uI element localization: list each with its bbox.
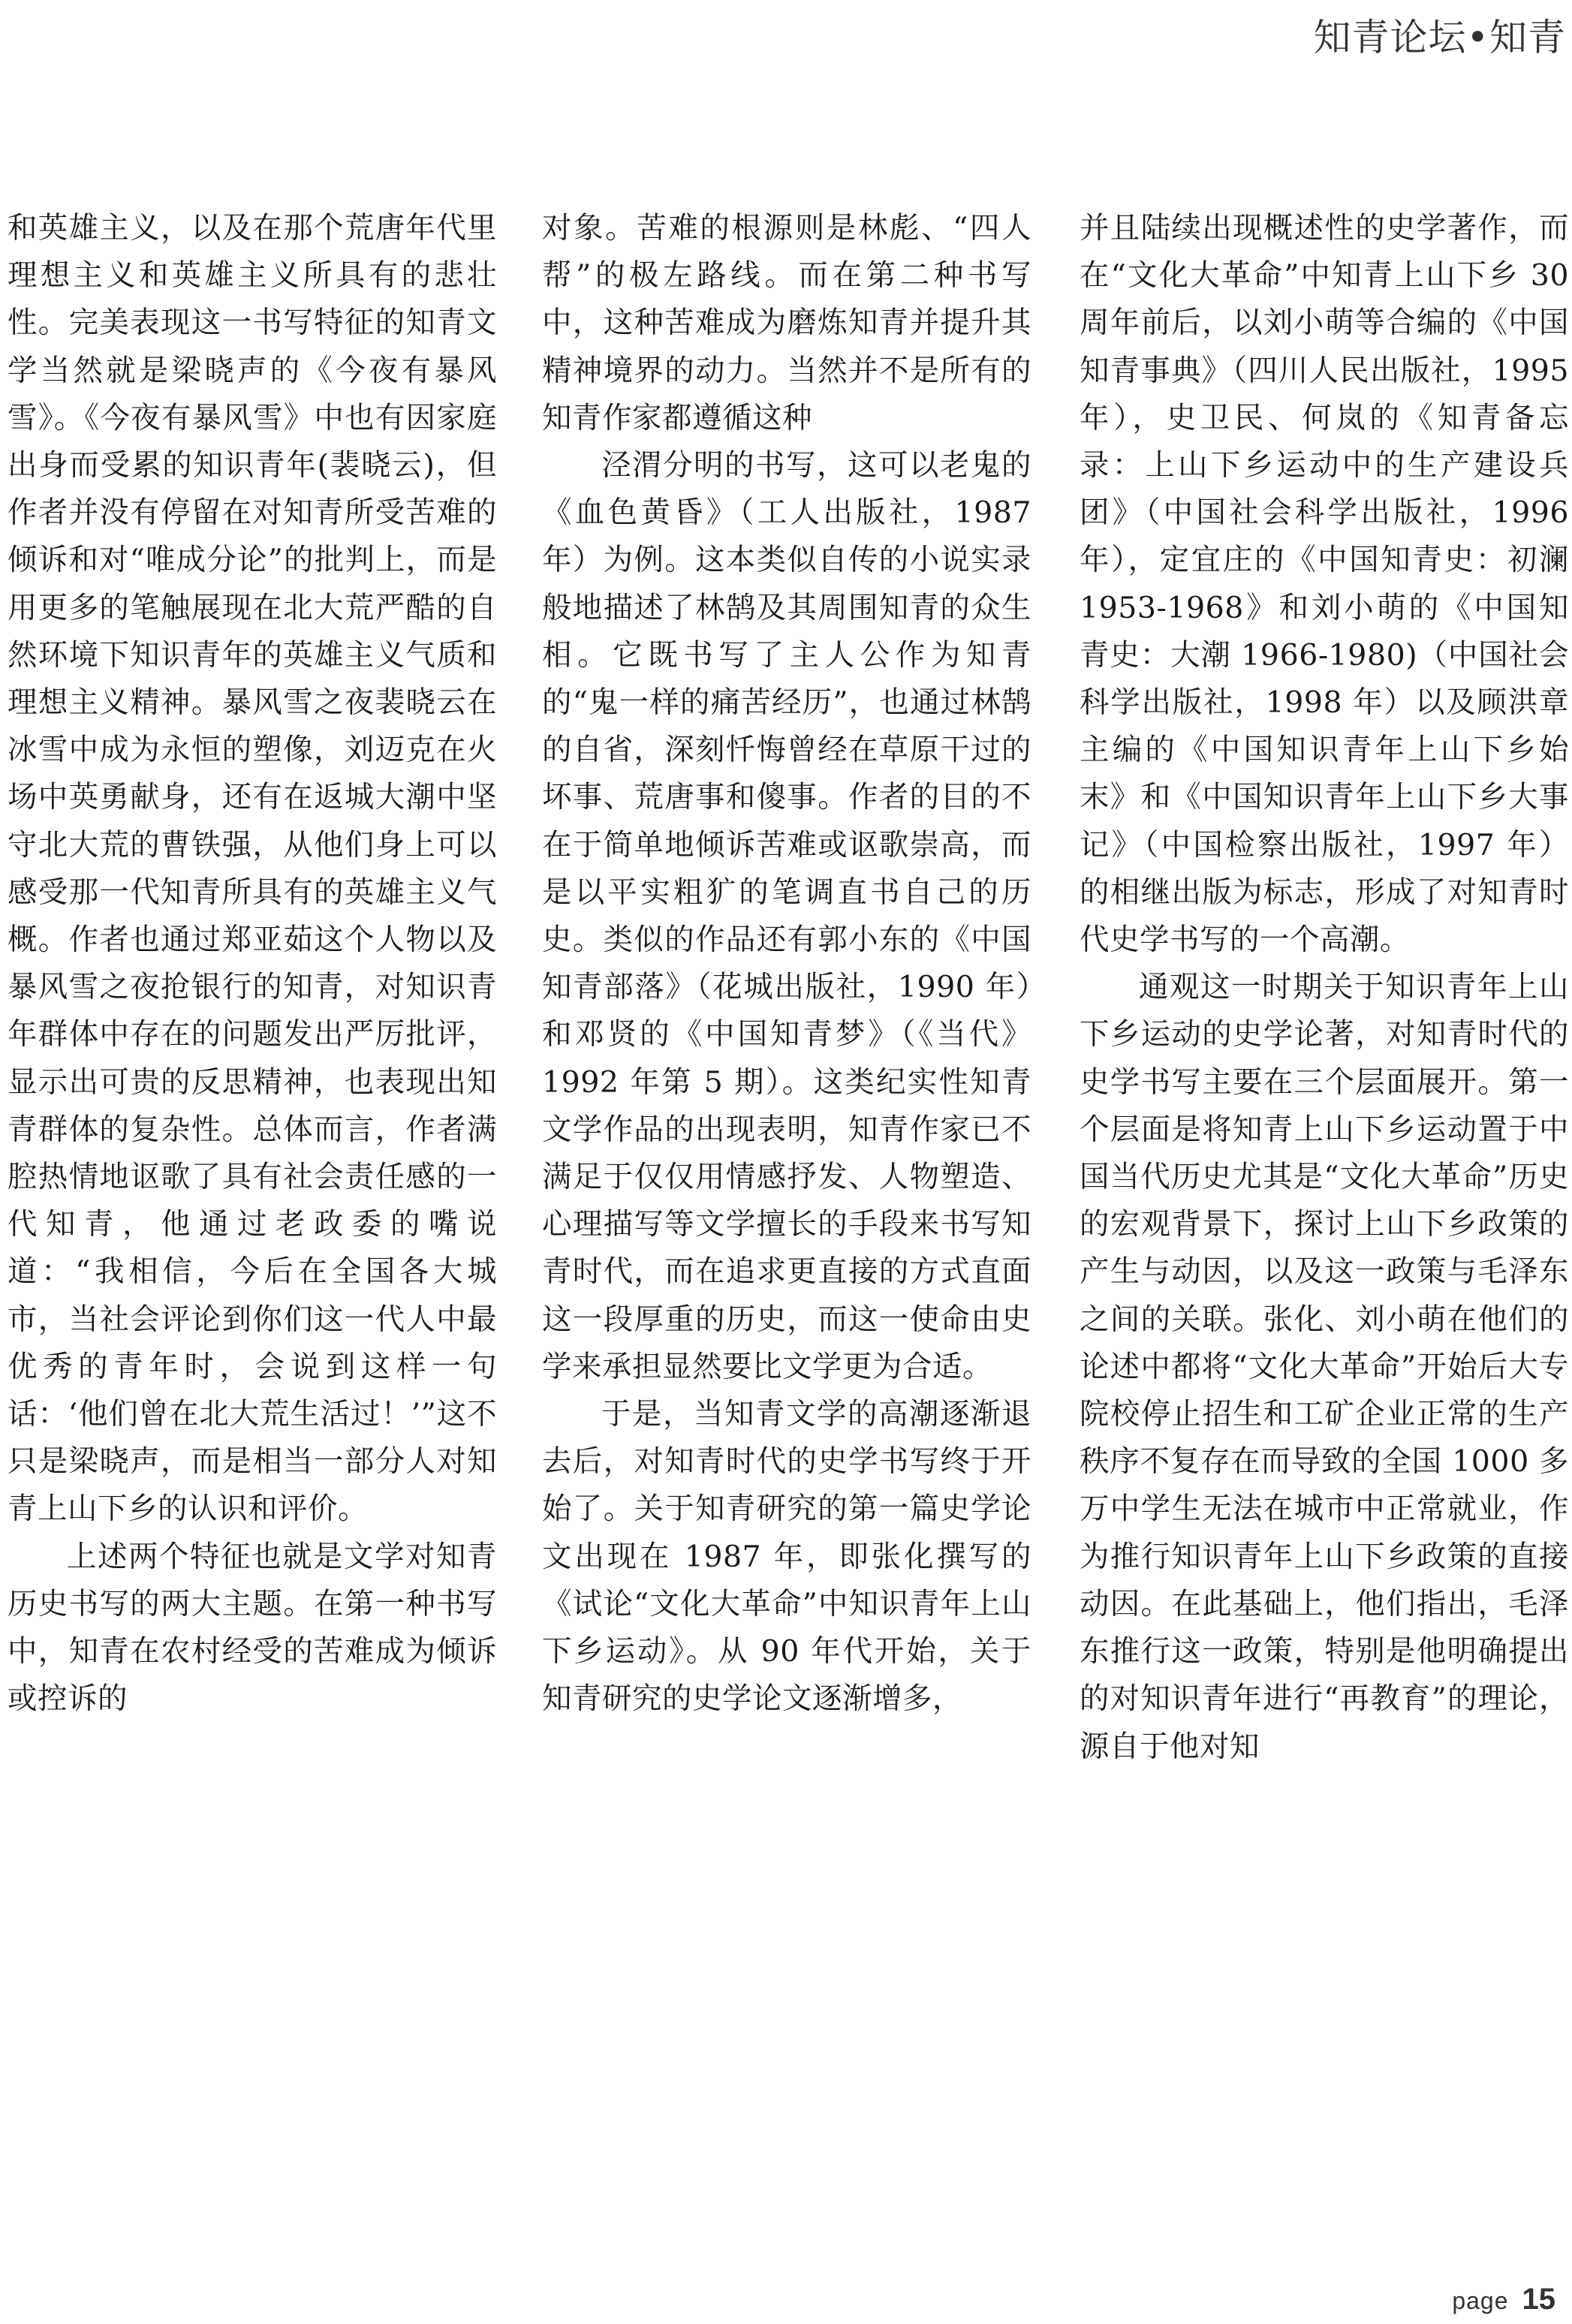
- article-body: [0, 205, 1572, 2277]
- paragraph: 上述两个特征也就是文学对知青历史书写的两大主题。在第一种书写中，知青在农村经受的苦难成为倾诉或控诉的: [8, 1539, 497, 1717]
- paragraph: 通观这一时期关于知识青年上山下乡运动的史学论著，对知青时代的史学书写主要在三个层面展开。第一个层面是将知青上山下乡运动置于中国当代历史尤其是“文化大革命”历史的宏观背景下，探讨上山下乡政策的产生与动因，以及这一政策与毛泽东之间的关联。张化、刘小萌在他们的论述中都将“文化大革命”开始后大专院校停止招生和工矿企业正常的生产秩序不复存在而导致的全国 1000 多万中学生无法在城市中正常就业，作为推行知识青年上山下乡政策的直接动因。在此基础上，他们指出，毛泽东推行这一政策，特别是他明确提出的对知识青年进行“再教育”的理论，源自于他对知: [1080, 970, 1569, 1764]
- text-column-1: [8, 205, 497, 2277]
- page-number: 15: [1522, 2283, 1555, 2316]
- page-footer: [1452, 2283, 1555, 2316]
- page-label: page: [1452, 2287, 1509, 2314]
- text-column-3: [1080, 205, 1569, 2277]
- running-header: 知青论坛•知青: [1313, 16, 1566, 59]
- paragraph: 和英雄主义，以及在那个荒唐年代里理想主义和英雄主义所具有的悲壮性。完美表现这一书写特征的知青文学当然就是梁晓声的《今夜有暴风雪》。《今夜有暴风雪》中也有因家庭出身而受累的知识青年(裴晓云)，但作者并没有停留在对知青所受苦难的倾诉和对“唯成分论”的批判上，而是用更多的笔触展现在北大荒严酷的自然环境下知识青年的英雄主义气质和理想主义精神。暴风雪之夜裴晓云在冰雪中成为永恒的塑像，刘迈克在火场中英勇献身，还有在返城大潮中坚守北大荒的曹铁强，从他们身上可以感受那一代知青所具有的英雄主义气概。作者也通过郑亚茹这个人物以及暴风雪之夜抢银行的知青，对知识青年群体中存在的问题发出严厉批评，显示出可贵的反思精神，也表现出知青群体的复杂性。总体而言，作者满腔热情地讴歌了具有社会责任感的一代知青，他通过老政委的嘴说道：“我相信，今后在全国各大城市，当社会评论到你们这一代人中最优秀的青年时，会说到这样一句话：‘他们曾在北大荒生活过！’”这不只是梁晓声，而是相当一部分人对知青上山下乡的认识和评价。: [8, 211, 497, 1527]
- paragraph: 于是，当知青文学的高潮逐渐退去后，对知青时代的史学书写终于开始了。关于知青研究的第一篇史学论文出现在 1987 年，即张化撰写的《试论“文化大革命”中知识青年上山下乡运动》。从 90 年代开始，关于知青研究的史学论文逐渐增多，: [542, 1397, 1031, 1717]
- paragraph: 并且陆续出现概述性的史学著作，而在“文化大革命”中知青上山下乡 30 周年前后，以刘小萌等合编的《中国知青事典》（四川人民出版社，1995 年），史卫民、何岚的《知青备忘录：上山下乡运动中的生产建设兵团》（中国社会科学出版社，1996 年），定宜庄的《中国知青史：初澜 1953-1968》和刘小萌的《中国知青史：大潮 1966-1980)（中国社会科学出版社，1998 年）以及顾洪章主编的《中国知识青年上山下乡始末》和《中国知识青年上山下乡大事记》（中国检察出版社，1997 年）的相继出版为标志，形成了对知青时代史学书写的一个高潮。: [1080, 211, 1569, 958]
- text-column-2: [542, 205, 1031, 2277]
- paragraph: 泾渭分明的书写，这可以老鬼的《血色黄昏》（工人出版社，1987 年）为例。这本类似自传的小说实录般地描述了林鹄及其周围知青的众生相。它既书写了主人公作为知青的“鬼一样的痛苦经历”，也通过林鹄的自省，深刻忏悔曾经在草原干过的坏事、荒唐事和傻事。作者的目的不在于简单地倾诉苦难或讴歌崇高，而是以平实粗犷的笔调直书自己的历史。类似的作品还有郭小东的《中国知青部落》（花城出版社，1990 年）和邓贤的《中国知青梦》（《当代》1992 年第 5 期）。这类纪实性知青文学作品的出现表明，知青作家已不满足于仅仅用情感抒发、人物塑造、心理描写等文学擅长的手段来书写知青时代，而在追求更直接的方式直面这一段厚重的历史，而这一使命由史学来承担显然要比文学更为合适。: [542, 448, 1031, 1384]
- paragraph: 对象。苦难的根源则是林彪、“四人帮”的极左路线。而在第二种书写中，这种苦难成为磨炼知青并提升其精神境界的动力。当然并不是所有的知青作家都遵循这种: [542, 211, 1031, 435]
